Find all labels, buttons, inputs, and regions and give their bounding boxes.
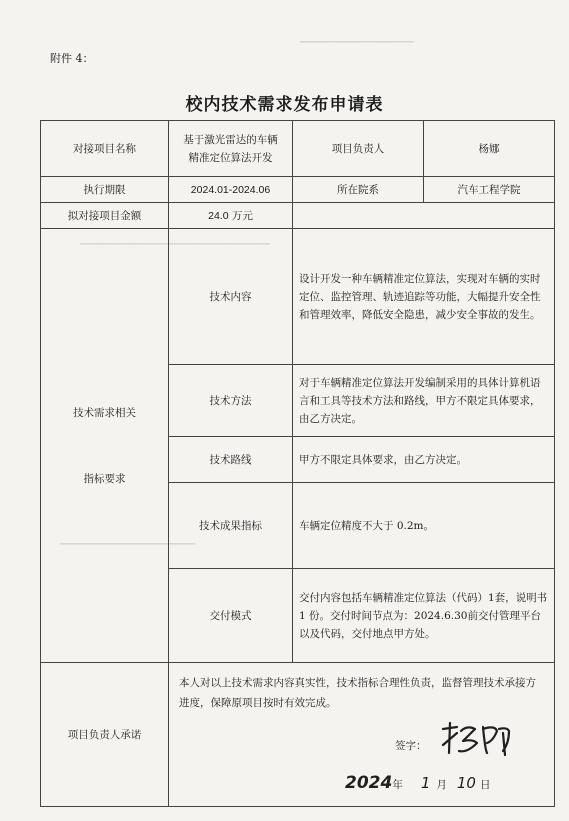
attachment-label: 附件 4： <box>50 52 94 65</box>
row-commit <box>41 663 555 807</box>
tech-related-cell <box>41 229 169 663</box>
content-label: 技术内容 <box>169 229 293 365</box>
row-amount <box>41 203 555 229</box>
project-name-value <box>169 121 293 177</box>
commit-cell <box>169 663 555 807</box>
result-value: 车辆定位精度不大于 0.2m。 <box>293 483 555 569</box>
delivery-value: 交付内容包括车辆精准定位算法（代码）1套，说明书 1 份。交付时间节点为：2024.6.30前交付管理平台以及代码，交付地点甲方处。 <box>293 569 555 663</box>
result-label: 技术成果指标 <box>169 483 293 569</box>
date-month-unit: 月 <box>436 779 447 791</box>
date-year-unit: 年 <box>392 779 403 791</box>
amount-number: 24.0 <box>208 209 229 222</box>
route-value: 甲方不限定具体要求，由乙方决定。 <box>293 437 555 483</box>
indicator-label: 指标要求 <box>83 472 126 485</box>
date-day-unit: 日 <box>479 779 491 791</box>
method-value: 对于车辆精准定位算法开发编制采用的具体计算机语言和工具等技术方法和路线，甲方不限定具体要求，由乙方决定。 <box>293 365 555 437</box>
commit-label: 项目负责人承诺 <box>41 663 169 807</box>
leader-value: 杨娜 <box>424 121 555 177</box>
project-name-line1: 基于激光雷达的车辆 <box>183 133 278 146</box>
project-name-label: 对接项目名称 <box>41 121 169 177</box>
row-period <box>41 177 555 203</box>
date-day: 10 <box>456 774 476 792</box>
commit-text: 本人对以上技术需求内容真实性，技术指标合理性负责，监督管理技术承接方进度，保障原项目按时有效完成。 <box>179 677 536 709</box>
row-project <box>41 121 555 177</box>
delivery-label: 交付模式 <box>169 569 293 663</box>
tech-related-label: 技术需求相关 <box>73 406 136 419</box>
page-title: 校内技术需求发布申请表 <box>185 95 384 115</box>
date-year: 2024 <box>345 773 393 793</box>
method-label: 技术方法 <box>169 365 293 437</box>
signature-label: 签字： <box>395 740 427 752</box>
route-label: 技术路线 <box>169 437 293 483</box>
leader-label: 项目负责人 <box>293 121 424 177</box>
bleed-through-text: ━━━━━━━━━━━━━━━━━━━━━━━━━ <box>60 540 196 550</box>
amount-unit: 万元 <box>228 209 253 222</box>
date-month: 1 <box>420 774 431 792</box>
dept-label: 所在院系 <box>293 177 424 203</box>
bleed-through-text: ━━━━━━━━━━━━━━━━━━━━━ <box>300 38 414 48</box>
row-content <box>41 229 555 365</box>
request-form-table <box>40 120 555 807</box>
content-value: 设计开发一种车辆精准定位算法，实现对车辆的实时定位、监控管理、轨迹追踪等功能，大幅提升安全性和管理效率，降低安全隐患，减少安全事故的发生。 <box>293 229 555 365</box>
date-line <box>345 774 490 794</box>
project-name-line2: 精准定位算法开发 <box>188 151 273 164</box>
dept-value: 汽车工程学院 <box>424 177 555 203</box>
commit-content <box>175 671 548 798</box>
bleed-through-text: ━━━━━━━━━━━━━━━━━━━━━━━━━━━━━━━━━━━ <box>80 240 270 250</box>
amount-blank-cell <box>293 203 555 229</box>
amount-label: 拟对接项目金额 <box>41 203 169 229</box>
handwritten-signature <box>437 719 517 759</box>
period-label: 执行期限 <box>41 177 169 203</box>
amount-value <box>169 203 293 229</box>
period-value: 2024.01-2024.06 <box>169 177 293 203</box>
